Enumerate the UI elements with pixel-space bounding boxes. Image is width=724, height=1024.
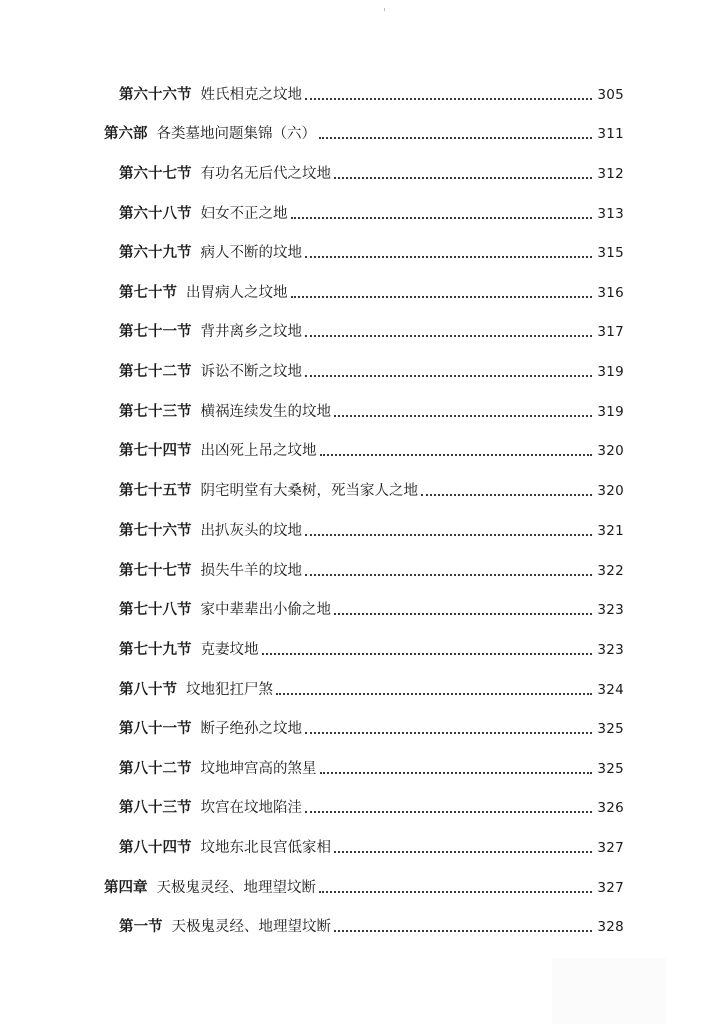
toc-entry-chapter-4[interactable] [104,876,624,900]
toc-dot-leader [319,137,592,139]
toc-entry-title: 阴宅明堂有大桑树，死当家人之地 [200,483,418,499]
toc-page-number: 305 [597,87,624,103]
toc-page-number: 324 [597,682,624,698]
toc-entry-number: 第七十四节 [119,442,192,459]
toc-entry-number: 第一节 [119,918,163,935]
toc-dot-leader [305,534,592,536]
toc-page-number: 323 [597,642,624,658]
toc-entry-number: 第八十一节 [119,720,192,737]
toc-dot-leader [262,653,593,655]
toc-entry-label [119,202,288,226]
toc-entry-number: 第七十六节 [119,522,192,539]
toc-dot-leader [334,613,592,615]
toc-entry-section-79[interactable] [119,638,624,662]
toc-entry-number: 第六十七节 [119,165,192,182]
toc-entry-label [119,439,317,463]
toc-page-number: 311 [597,126,624,142]
toc-page-number: 325 [597,761,624,777]
toc-entry-number: 第七十九节 [119,641,192,658]
toc-dot-leader [334,177,592,179]
toc-dot-leader [319,891,592,893]
toc-entry-label [119,519,302,543]
toc-dot-leader [305,375,592,377]
toc-entry-section-66[interactable] [119,83,624,107]
toc-page-number: 323 [597,602,624,618]
toc-page-number: 313 [597,206,624,222]
toc-entry-section-67[interactable] [119,162,624,186]
toc-entry-section-80[interactable] [119,678,624,702]
toc-entry-number: 第七十八节 [119,601,192,618]
toc-entry-section-82[interactable] [119,757,624,781]
toc-dot-leader [305,811,592,813]
toc-dot-leader [305,98,592,100]
toc-page-number: 320 [597,443,624,459]
toc-entry-section-72[interactable] [119,360,624,384]
toc-page-number: 315 [597,245,624,261]
toc-page-number: 320 [597,483,624,499]
scan-speck [384,8,385,11]
toc-entry-label [119,598,331,622]
toc-entry-number: 第六十六节 [119,86,192,103]
toc-entry-title: 坎宫在坟地陷洼 [200,800,302,816]
toc-entry-label [104,122,316,146]
toc-entry-number: 第六部 [104,125,148,142]
scan-shadow [552,958,666,1024]
toc-entry-section-77[interactable] [119,559,624,583]
toc-entry-label [119,320,302,344]
toc-page-number: 328 [597,919,624,935]
toc-page-number: 322 [597,563,624,579]
toc-entry-number: 第七十五节 [119,482,192,499]
toc-entry-label [119,400,331,424]
toc-entry-title: 出凶死上吊之坟地 [200,443,317,459]
toc-entry-label [119,638,259,662]
toc-entry-section-1[interactable] [119,915,624,939]
toc-dot-leader [320,454,593,456]
toc-entry-title: 背井离乡之坟地 [200,324,302,340]
toc-dot-leader [305,256,592,258]
toc-page-number: 319 [597,404,624,420]
toc-page-number: 327 [597,880,624,896]
toc-dot-leader [291,217,593,219]
toc-entry-title: 出扒灰头的坟地 [200,523,302,539]
toc-dot-leader [334,851,592,853]
toc-entry-title: 坟地坤宫高的煞星 [200,761,317,777]
toc-entry-title: 妇女不正之地 [200,206,288,222]
toc-entry-title: 诉讼不断之坟地 [200,364,302,380]
toc-entry-title: 各类墓地问题集锦（六） [156,126,316,142]
toc-entry-label [119,757,317,781]
toc-entry-label [119,360,302,384]
toc-dot-leader [305,732,592,734]
toc-page-number: 321 [597,523,624,539]
toc-entry-section-70[interactable] [119,281,624,305]
toc-entry-title: 病人不断的坟地 [200,245,302,261]
toc-entry-label [119,83,302,107]
toc-entry-label [104,876,316,900]
toc-dot-leader [421,494,592,496]
toc-entry-number: 第七十二节 [119,363,192,380]
toc-entry-label [119,796,302,820]
toc-entry-label [119,241,302,265]
toc-entry-number: 第四章 [104,879,148,896]
toc-page-number: 326 [597,800,624,816]
toc-dot-leader [291,296,593,298]
toc-entry-section-84[interactable] [119,836,624,860]
toc-entry-number: 第七十节 [119,284,177,301]
toc-entry-part-6[interactable] [104,122,624,146]
toc-entry-section-69[interactable] [119,241,624,265]
toc-entry-title: 横祸连续发生的坟地 [200,404,331,420]
toc-entry-section-78[interactable] [119,598,624,622]
toc-entry-section-81[interactable] [119,717,624,741]
toc-entry-label [119,678,273,702]
toc-entry-number: 第六十八节 [119,205,192,222]
toc-dot-leader [276,693,592,695]
toc-dot-leader [305,574,592,576]
toc-entry-section-73[interactable] [119,400,624,424]
toc-page-number: 325 [597,721,624,737]
toc-entry-number: 第六十九节 [119,244,192,261]
toc-entry-number: 第八十四节 [119,839,192,856]
toc-entry-title: 有功名无后代之坟地 [200,166,331,182]
toc-entry-label [119,915,331,939]
toc-entry-title: 坟地犯扛尸煞 [186,682,273,698]
toc-entry-title: 家中辈辈出小偷之地 [200,602,331,618]
toc-entry-label [119,479,418,503]
toc-entry-title: 坟地东北艮宫低家相 [200,840,331,856]
toc-page-number: 316 [597,285,624,301]
toc-entry-number: 第八十二节 [119,760,192,777]
toc-entry-section-68[interactable] [119,202,624,226]
toc-entry-title: 断子绝孙之坟地 [200,721,302,737]
toc-entry-section-75[interactable] [119,479,624,503]
toc-entry-title: 损失牛羊的坟地 [200,563,302,579]
toc-entry-section-71[interactable] [119,320,624,344]
toc-dot-leader [320,772,593,774]
toc-entry-number: 第八十节 [119,681,177,698]
toc-dot-leader [334,415,592,417]
toc-entry-label [119,836,331,860]
toc-entry-section-74[interactable] [119,439,624,463]
toc-entry-number: 第七十三节 [119,403,192,420]
toc-entry-section-83[interactable] [119,796,624,820]
toc-entry-number: 第八十三节 [119,799,192,816]
toc-entry-title: 克妻坟地 [200,642,259,658]
toc-entry-title: 天极鬼灵经、地理望坟断 [171,919,331,935]
toc-dot-leader [305,335,592,337]
toc-dot-leader [334,930,592,932]
toc-page-number: 319 [597,364,624,380]
toc-entry-section-76[interactable] [119,519,624,543]
toc-entry-label [119,162,331,186]
toc-page-number: 312 [597,166,624,182]
toc-entry-title: 天极鬼灵经、地理望坟断 [156,880,316,896]
toc-entry-number: 第七十七节 [119,562,192,579]
toc-entry-label [119,559,302,583]
toc-entry-title: 出胃病人之坟地 [186,285,288,301]
toc-entry-title: 姓氏相克之坟地 [200,87,302,103]
toc-page-number: 327 [597,840,624,856]
toc-entry-label [119,281,288,305]
toc-page-number: 317 [597,324,624,340]
toc-entry-number: 第七十一节 [119,323,192,340]
toc-entry-label [119,717,302,741]
